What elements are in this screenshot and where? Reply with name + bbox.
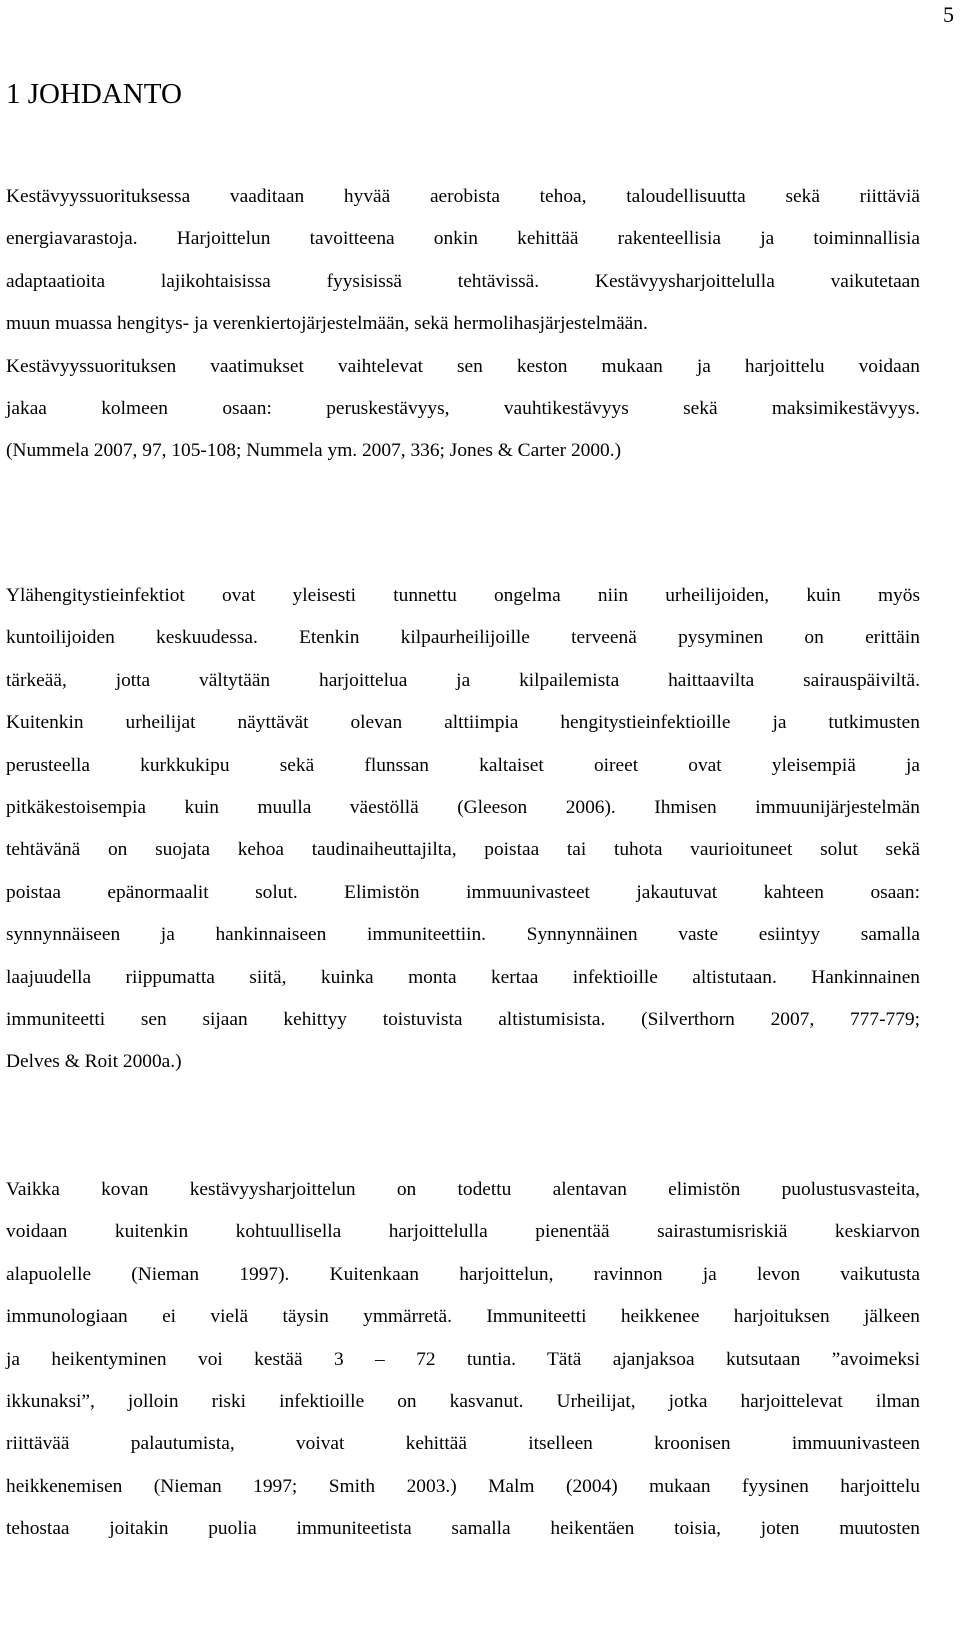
text-line: Kestävyyssuorituksessa vaaditaan hyvää aerobista tehoa, taloudellisuutta sekä riittäviä xyxy=(6,186,920,207)
text-line: kuntoilijoiden keskuudessa. Etenkin kilpaurheilijoille terveenä pysyminen on erittäin xyxy=(6,627,920,649)
text-line: Vaikka kovan kestävyysharjoittelun on todettu alentavan elimistön puolustusvasteita, xyxy=(6,1179,920,1200)
text-line: pitkäkestoisempia kuin muulla väestöllä (Gleeson 2006). Ihmisen immuunijärjestelmän xyxy=(6,797,920,819)
text-line: laajuudella riippumatta siitä, kuinka monta kertaa infektioille altistutaan. Hankinnainen xyxy=(6,966,920,988)
text-line: riittävää palautumista, voivat kehittää itselleen kroonisen immuunivasteen xyxy=(6,1433,920,1455)
text-line: ikkunaksi”, jolloin riski infektioille on kasvanut. Urheilijat, jotka harjoittelevat ilman xyxy=(6,1391,920,1413)
text-line: ja heikentyminen voi kestää 3 – 72 tuntia. Tätä ajanjaksoa kutsutaan ”avoimeksi xyxy=(6,1348,920,1370)
text-line: tehtävänä on suojata kehoa taudinaiheuttajilta, poistaa tai tuhota vaurioituneet solut sekä xyxy=(6,839,920,861)
text-line: energiavarastoja. Harjoittelun tavoitteena onkin kehittää rakenteellisia ja toiminnallisia xyxy=(6,228,920,250)
text-line: Kuitenkin urheilijat näyttävät olevan alttiimpia hengitystieinfektioille ja tutkimusten xyxy=(6,712,920,734)
text-line: Delves & Roit 2000a.) xyxy=(6,1051,182,1073)
text-line: poistaa epänormaalit solut. Elimistön immuunivasteet jakautuvat kahteen osaan: xyxy=(6,881,920,903)
text-line: immunologiaan ei vielä täysin ymmärretä. Immuniteetti heikkenee harjoituksen jälkeen xyxy=(6,1306,920,1328)
text-line: muun muassa hengitys- ja verenkiertojärjestelmään, sekä hermolihasjärjestelmään. xyxy=(6,313,648,335)
text-line: adaptaatioita lajikohtaisissa fyysisissä tehtävissä. Kestävyysharjoittelulla vaikutetaan xyxy=(6,270,920,292)
text-line: heikkenemisen (Nieman 1997; Smith 2003.) Malm (2004) mukaan fyysinen harjoittelu xyxy=(6,1475,920,1497)
paragraph-training-immunity xyxy=(6,1169,920,1551)
text-line: voidaan kuitenkin kohtuullisella harjoittelulla pienentää sairastumisriskiä keskiarvon xyxy=(6,1221,920,1243)
text-line: tehostaa joitakin puolia immuniteetista samalla heikentäen toisia, joten muutosten xyxy=(6,1518,920,1540)
text-line: perusteella kurkkukipu sekä flunssan kaltaiset oireet ovat yleisempiä ja xyxy=(6,754,920,776)
paragraph-infections xyxy=(6,575,920,1084)
text-line: immuniteetti sen sijaan kehittyy toistuvista altistumisista. (Silverthorn 2007, 777-779; xyxy=(6,1009,920,1031)
page-number: 5 xyxy=(943,2,954,27)
text-line: alapuolelle (Nieman 1997). Kuitenkaan harjoittelun, ravinnon ja levon vaikutusta xyxy=(6,1263,920,1285)
text-line: Ylähengitystieinfektiot ovat yleisesti tunnettu ongelma niin urheilijoiden, kuin myös xyxy=(6,585,920,606)
text-line: synnynnäiseen ja hankinnaiseen immuniteettiin. Synnynnäinen vaste esiintyy samalla xyxy=(6,924,920,946)
text-line: (Nummela 2007, 97, 105-108; Nummela ym. 2007, 336; Jones & Carter 2000.) xyxy=(6,440,622,462)
paragraph-endurance xyxy=(6,176,920,473)
text-line: tärkeää, jotta vältytään harjoittelua ja kilpailemista haittaavilta sairauspäiviltä. xyxy=(6,669,920,691)
text-line: jakaa kolmeen osaan: peruskestävyys, vauhtikestävyys sekä maksimikestävyys. xyxy=(6,398,920,420)
text-line: Kestävyyssuorituksen vaatimukset vaihtelevat sen keston mukaan ja harjoittelu voidaan xyxy=(6,355,920,377)
chapter-heading: 1 JOHDANTO xyxy=(6,78,182,110)
